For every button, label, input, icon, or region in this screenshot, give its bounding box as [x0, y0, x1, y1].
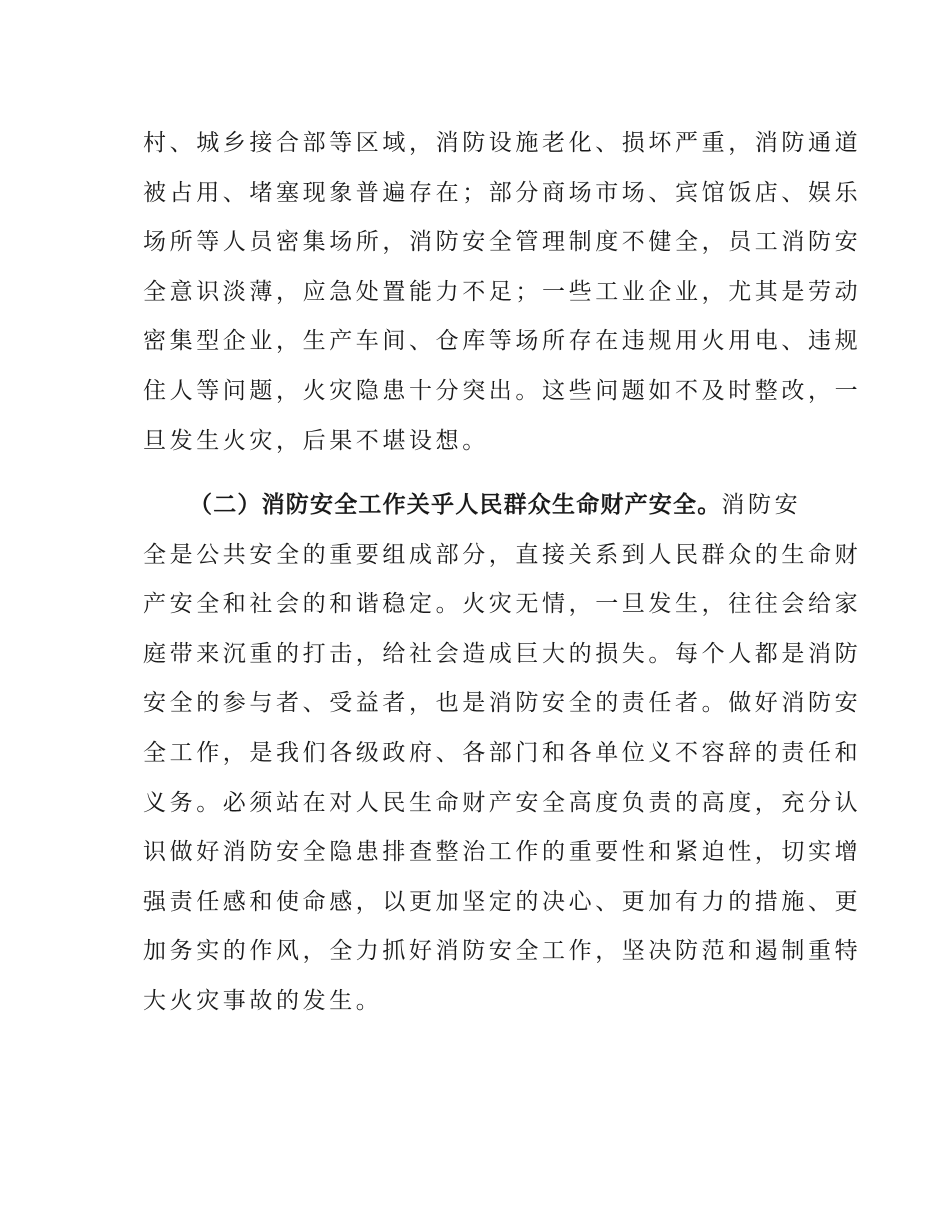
paragraph-line: 识做好消防安全隐患排查整治工作的重要性和紧迫性，切实增	[143, 839, 862, 866]
paragraph-continuation	[143, 119, 862, 466]
paragraph-line: 村、城乡接合部等区域，消防设施老化、损坏严重，消防通道	[143, 130, 862, 156]
paragraph-line: 住人等问题，火灾隐患十分突出。这些问题如不及时整改，一	[143, 377, 862, 404]
section-heading: （二）消防安全工作关乎人民群众生命财产安全。	[189, 492, 722, 518]
paragraph-line: 场所等人员密集场所，消防安全管理制度不健全，员工消防安	[143, 229, 862, 256]
paragraph-line: 大火灾事故的发生。	[143, 987, 383, 1014]
paragraph-line: 义务。必须站在对人民生命财产安全高度负责的高度，充分认	[143, 789, 862, 816]
paragraph-line: 全工作，是我们各级政府、各部门和各单位义不容辞的责任和	[143, 739, 862, 766]
paragraph-line: 旦发生火灾，后果不堪设想。	[143, 427, 489, 454]
paragraph-line: 强责任感和使命感，以更加坚定的决心、更加有力的措施、更	[143, 888, 862, 915]
paragraph-first-line	[143, 481, 811, 531]
paragraph-line: 全是公共安全的重要组成部分，直接关系到人民群众的生命财	[143, 541, 862, 568]
paragraph-line: 安全的参与者、受益者，也是消防安全的责任者。做好消防安	[143, 690, 862, 717]
paragraph-line: 密集型企业，生产车间、仓库等场所存在违规用火用电、违规	[143, 328, 862, 355]
paragraph-line: 加务实的作风，全力抓好消防安全工作，坚决防范和遏制重特	[143, 938, 862, 965]
paragraph-line: 庭带来沉重的打击，给社会造成巨大的损失。每个人都是消防	[143, 640, 862, 667]
paragraph-line: 全意识淡薄，应急处置能力不足；一些工业企业，尤其是劳动	[143, 278, 862, 305]
paragraph-line: 被占用、堵塞现象普遍存在；部分商场市场、宾馆饭店、娱乐	[143, 179, 862, 206]
paragraph-line: 产安全和社会的和谐稳定。火灾无情，一旦发生，往往会给家	[143, 591, 862, 618]
paragraph-line-rest: 消防安	[721, 492, 802, 518]
section-paragraph	[143, 481, 862, 1027]
